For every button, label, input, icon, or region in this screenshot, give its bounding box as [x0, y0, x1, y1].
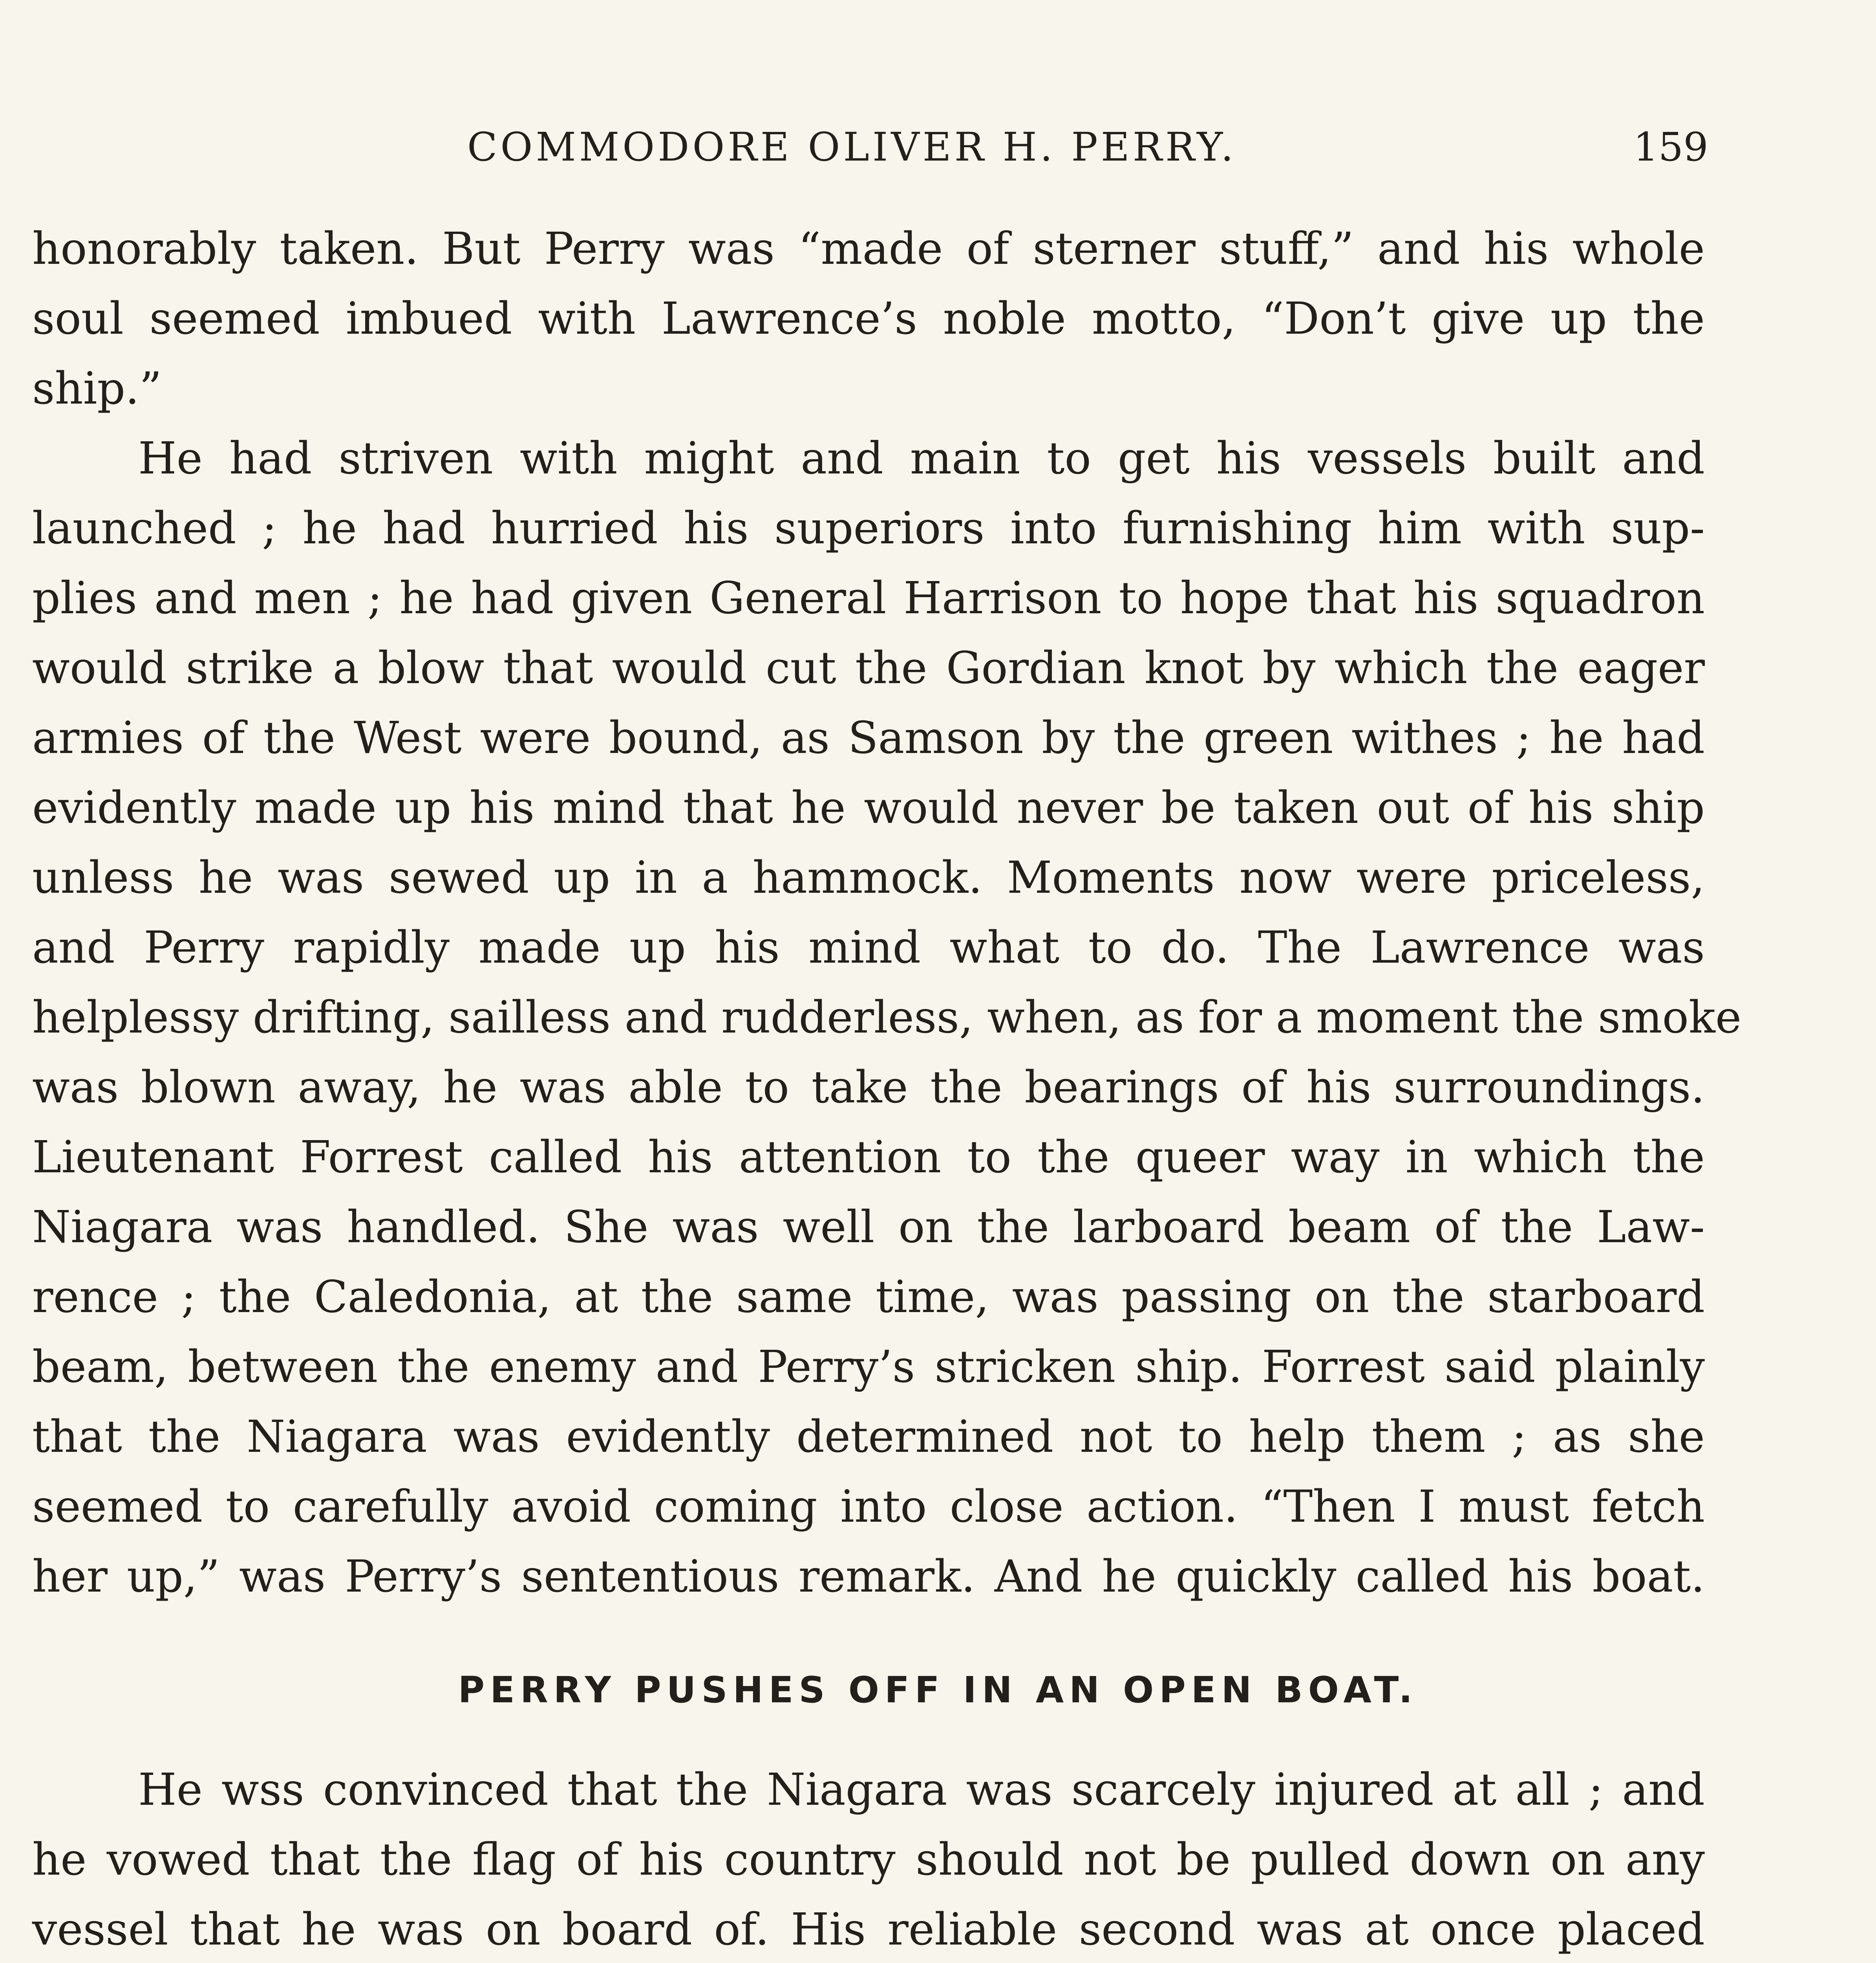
- body-line: plies and men ; he had given General Harrison to hope that his squadron: [32, 573, 1705, 624]
- body-line: Niagara was handled. She was well on the larboard beam of the Law-: [32, 1202, 1705, 1253]
- body-line: ship.”: [32, 363, 162, 414]
- body-line: He had striven with might and main to get his vessels built and: [138, 433, 1705, 484]
- body-line: honorably taken. But Perry was “made of sterner stuff,” and his whole: [32, 223, 1705, 274]
- body-text-block: [32, 214, 1742, 1612]
- body-line: vessel that he was on board of. His reliable second was at once placed: [32, 1904, 1705, 1955]
- body-line: armies of the West were bound, as Samson by the green withes ; he had: [32, 713, 1705, 764]
- body-line: was blown away, he was able to take the bearings of his surroundings.: [32, 1062, 1705, 1113]
- body-line: helplessy drifting, sailless and rudderless, when, as for a moment the smoke: [32, 992, 1742, 1043]
- body-line: unless he was sewed up in a hammock. Moments now were priceless,: [32, 852, 1705, 903]
- page-number: 159: [1633, 124, 1708, 170]
- body-line: Lieutenant Forrest called his attention to the queer way in which the: [32, 1132, 1705, 1183]
- body-line: soul seemed imbued with Lawrence’s noble motto, “Don’t give up the: [32, 293, 1705, 344]
- body-line: that the Niagara was evidently determined not to help them ; as she: [32, 1411, 1705, 1462]
- body-line: her up,” was Perry’s sententious remark. And he quickly called his boat.: [32, 1551, 1705, 1602]
- body-line: rence ; the Caledonia, at the same time, was passing on the starboard: [32, 1272, 1705, 1323]
- body-line: evidently made up his mind that he would never be taken out of his ship: [32, 782, 1705, 833]
- body-line: launched ; he had hurried his superiors into furnishing him with sup-: [32, 503, 1705, 554]
- body-line: beam, between the enemy and Perry’s stricken ship. Forrest said plainly: [32, 1342, 1705, 1393]
- body-text-block-2: [32, 1755, 1705, 1963]
- body-line: seemed to carefully avoid coming into close action. “Then I must fetch: [32, 1481, 1705, 1532]
- body-line: and Perry rapidly made up his mind what to do. The Lawrence was: [32, 922, 1705, 973]
- running-head: [0, 118, 1876, 177]
- running-title: COMMODORE OLIVER H. PERRY.: [467, 124, 1237, 170]
- section-heading: PERRY PUSHES OFF IN AN OPEN BOAT.: [458, 1669, 1418, 1711]
- body-line: would strike a blow that would cut the Gordian knot by which the eager: [32, 643, 1705, 694]
- body-line: He wss convinced that the Niagara was scarcely injured at all ; and: [138, 1764, 1705, 1815]
- body-line: he vowed that the flag of his country should not be pulled down on any: [32, 1834, 1705, 1885]
